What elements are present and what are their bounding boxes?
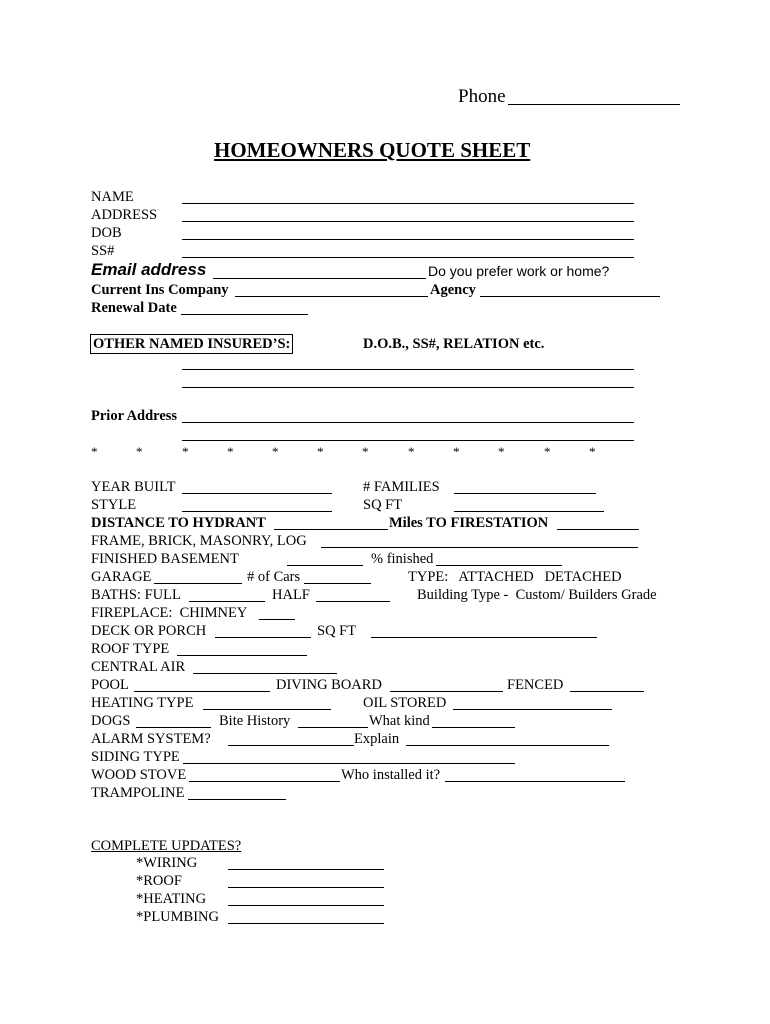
oil-stored-field[interactable]	[453, 709, 612, 710]
other-insured-line-2[interactable]	[182, 387, 634, 388]
prior-address-field-2[interactable]	[182, 440, 634, 441]
num-cars-label: # of Cars	[247, 569, 301, 585]
email-label: Email address	[91, 260, 207, 279]
deck-sqft-field[interactable]	[371, 637, 597, 638]
update-plumbing-field[interactable]	[228, 923, 384, 924]
phone-field[interactable]	[508, 104, 680, 105]
diving-board-field[interactable]	[390, 691, 503, 692]
construction-label: FRAME, BRICK, MASONRY, LOG	[91, 533, 307, 549]
separator-star: *	[136, 444, 143, 459]
renewal-field[interactable]	[181, 314, 308, 315]
alarm-field[interactable]	[228, 745, 354, 746]
phone-label: Phone	[458, 86, 506, 107]
address-label: ADDRESS	[91, 207, 158, 223]
update-heating-field[interactable]	[228, 905, 384, 906]
email-field[interactable]	[213, 278, 426, 279]
pct-finished-label: % finished	[371, 551, 434, 567]
pct-finished-field[interactable]	[436, 565, 562, 566]
ss-label: SS#	[91, 243, 115, 259]
name-label: NAME	[91, 189, 134, 205]
building-type-label: Building Type - Custom/ Builders Grade	[417, 587, 657, 603]
construction-field[interactable]	[321, 547, 638, 548]
agency-label: Agency	[430, 282, 476, 298]
year-built-label: YEAR BUILT	[91, 479, 176, 495]
separator-star: *	[227, 444, 234, 459]
dob-label: DOB	[91, 225, 122, 241]
separator-star: *	[544, 444, 551, 459]
baths-full-field[interactable]	[189, 601, 265, 602]
firestation-field[interactable]	[557, 529, 639, 530]
agency-field[interactable]	[480, 296, 660, 297]
basement-field[interactable]	[287, 565, 363, 566]
other-insured-columns: D.O.B., SS#, RELATION etc.	[363, 336, 545, 352]
separator-star: *	[498, 444, 505, 459]
fireplace-field[interactable]	[259, 619, 295, 620]
half-field[interactable]	[316, 601, 390, 602]
what-kind-label: What kind	[369, 713, 430, 729]
separator-star: *	[317, 444, 324, 459]
update-wiring-field[interactable]	[228, 869, 384, 870]
dob-field[interactable]	[182, 239, 634, 240]
update-roof-label: *ROOF	[136, 873, 182, 889]
pool-label: POOL	[91, 677, 129, 693]
current-ins-label: Current Ins Company	[91, 282, 229, 298]
fenced-field[interactable]	[570, 691, 644, 692]
central-air-label: CENTRAL AIR	[91, 659, 186, 675]
explain-field[interactable]	[406, 745, 609, 746]
num-cars-field[interactable]	[304, 583, 371, 584]
update-plumbing-label: *PLUMBING	[136, 909, 219, 925]
who-installed-field[interactable]	[445, 781, 625, 782]
separator-star: *	[408, 444, 415, 459]
page-title: HOMEOWNERS QUOTE SHEET	[214, 138, 531, 162]
name-field[interactable]	[182, 203, 634, 204]
separator-star: *	[91, 444, 98, 459]
deck-field[interactable]	[215, 637, 311, 638]
garage-label: GARAGE	[91, 569, 152, 585]
alarm-label: ALARM SYSTEM?	[91, 731, 211, 747]
heating-type-field[interactable]	[203, 709, 331, 710]
trampoline-label: TRAMPOLINE	[91, 785, 185, 801]
oil-stored-label: OIL STORED	[363, 695, 447, 711]
other-insured-box	[90, 334, 293, 354]
wood-stove-field[interactable]	[189, 781, 340, 782]
prefer-question: Do you prefer work or home?	[428, 263, 610, 279]
roof-type-label: ROOF TYPE	[91, 641, 170, 657]
firestation-label: Miles TO FIRESTATION	[389, 515, 549, 531]
garage-type-label: TYPE: ATTACHED DETACHED	[408, 569, 622, 585]
deck-sqft-label: SQ FT	[317, 623, 357, 639]
other-insured-label: OTHER NAMED INSURED’S:	[93, 336, 291, 352]
families-field[interactable]	[454, 493, 596, 494]
prior-address-label: Prior Address	[91, 408, 178, 424]
basement-label: FINISHED BASEMENT	[91, 551, 239, 567]
siding-type-label: SIDING TYPE	[91, 749, 180, 765]
roof-type-field[interactable]	[177, 655, 307, 656]
half-label: HALF	[272, 587, 310, 603]
fireplace-label: FIREPLACE: CHIMNEY	[91, 605, 248, 621]
heating-type-label: HEATING TYPE	[91, 695, 194, 711]
hydrant-label: DISTANCE TO HYDRANT	[91, 515, 266, 531]
dogs-field[interactable]	[136, 727, 211, 728]
fenced-label: FENCED	[507, 677, 564, 693]
sqft-field[interactable]	[454, 511, 604, 512]
prior-address-field[interactable]	[182, 422, 634, 423]
sqft-label: SQ FT	[363, 497, 403, 513]
dogs-label: DOGS	[91, 713, 131, 729]
baths-full-label: BATHS: FULL	[91, 587, 181, 603]
separator-star: *	[182, 444, 189, 459]
trampoline-field[interactable]	[188, 799, 286, 800]
renewal-label: Renewal Date	[91, 300, 177, 316]
central-air-field[interactable]	[193, 673, 337, 674]
current-ins-field[interactable]	[235, 296, 428, 297]
ss-field[interactable]	[182, 257, 634, 258]
separator-star: *	[272, 444, 279, 459]
update-roof-field[interactable]	[228, 887, 384, 888]
garage-field[interactable]	[154, 583, 242, 584]
style-field[interactable]	[182, 511, 332, 512]
address-field[interactable]	[182, 221, 634, 222]
bite-history-label: Bite History	[219, 713, 291, 729]
updates-label: COMPLETE UPDATES?	[91, 838, 242, 854]
what-kind-field[interactable]	[432, 727, 515, 728]
update-wiring-label: *WIRING	[136, 855, 198, 871]
update-heating-label: *HEATING	[136, 891, 207, 907]
style-label: STYLE	[91, 497, 137, 513]
deck-label: DECK OR PORCH	[91, 623, 207, 639]
diving-board-label: DIVING BOARD	[276, 677, 382, 693]
pool-field[interactable]	[134, 691, 270, 692]
bite-history-field[interactable]	[298, 727, 368, 728]
separator-star: *	[453, 444, 460, 459]
wood-stove-label: WOOD STOVE	[91, 767, 187, 783]
year-built-field[interactable]	[182, 493, 332, 494]
explain-label: Explain	[354, 731, 400, 747]
hydrant-field[interactable]	[274, 529, 388, 530]
families-label: # FAMILIES	[363, 479, 440, 495]
separator-star: *	[589, 444, 596, 459]
other-insured-line-1[interactable]	[182, 369, 634, 370]
siding-type-field[interactable]	[183, 763, 515, 764]
separator-star: *	[362, 444, 369, 459]
who-installed-label: Who installed it?	[341, 767, 441, 783]
